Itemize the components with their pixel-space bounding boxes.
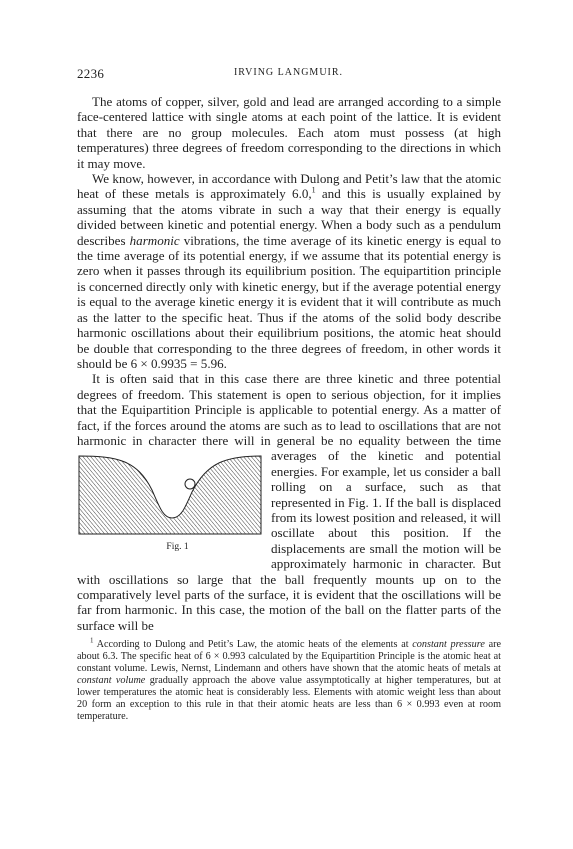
emphasis-constant-pressure: constant pressure bbox=[412, 639, 485, 651]
ball bbox=[185, 479, 195, 489]
figure-caption: Fig. 1 bbox=[166, 542, 189, 553]
page-header bbox=[77, 66, 500, 82]
footnote-text bbox=[77, 636, 501, 723]
footnote-1 bbox=[77, 636, 501, 723]
ball-surface-diagram bbox=[77, 450, 263, 538]
paragraph-1: The atoms of copper, silver, gold and lead are arranged according to a simple face-centered lattice with single atoms at each point of the lattice. It is evident that there are no group molecules. Each atom must possess (at high temperatures) three degrees of freedom corresponding to the directions in which it may move. bbox=[77, 94, 501, 171]
paragraph-3-text-b: and potential energies. For example, let us consider a ball rolling on a surface, such as that represented in Fig. 1. If the ball is displaced from its lowest position and released, it will oscillate about this position. If the displacements are small the motion will be approximately harmonic in character. But with oscillations so large that the ball frequently mounts up on to the comparatively level parts of the surface, it is evident that the oscillations will be far from harmonic. In this case, the motion of the ball on the flatter parts of the surface will be bbox=[77, 448, 501, 633]
emphasis-constant-volume: constant volume bbox=[77, 675, 146, 687]
footnote-text-a: According to Dulong and Petit’s Law, the atomic heats of the elements at bbox=[93, 639, 413, 651]
paragraph-3-text-a: It is often said that in this case there are three kinetic and three potential degrees of freedom. This statement is open to serious objection, for it implies that the Equipartition Principle is applicable to potential energy. As a matter of fact, if the forces around the atoms are such as to lead to oscillations that are not harmonic in character there will in general be no equality between the time averages of the kinetic bbox=[77, 371, 501, 464]
footnote-text-b: are about 6.3. The specific heat of 6 × 0.993 calculated by the Equipartition Principle is the atomic heat at constant volume. Lewis, Nernst, Lindemann and others have shown that the atomic heats of metals at bbox=[77, 639, 501, 675]
paragraph-2-text-a: We know, however, in accordance with Dulong and Petit’s law that the atomic heat of these metals is approximately 6.0, bbox=[77, 171, 501, 202]
emphasis-harmonic: harmonic bbox=[129, 232, 180, 248]
paragraph-2-text-b: and this is usually explained by assuming that the atoms vibrate in such a way that their energy is equally divided between kinetic and potential energy. When a body such as a pendulum describes bbox=[77, 186, 501, 248]
paragraph-2-text-c: vibrations, the time average of its kinetic energy is equal to the time average of its potential energy, if we assume that its potential energy is zero when it passes through its equilibrium position. The equipartition principle is concerned directly only with kinetic energy, but if the average potential energy is equal to the average kinetic energy it is evident that it will contribute as much as the latter to the specific heat. Thus if the atoms of the solid body describe harmonic oscillations about their equilibrium positions, the atomic heat should be double that corresponding to the three degrees of freedom, in other words it should be 6 × 0.9935 = 5.96. bbox=[77, 232, 501, 371]
footnote-ref-1[interactable]: 1 bbox=[311, 186, 316, 196]
page-number: 2236 bbox=[77, 66, 105, 81]
paragraph-3 bbox=[77, 371, 501, 633]
figure-1 bbox=[77, 450, 263, 561]
paragraph-2 bbox=[77, 171, 501, 371]
footnote-marker: 1 bbox=[90, 636, 94, 645]
surface-profile bbox=[79, 456, 261, 534]
running-head: IRVING LANGMUIR. bbox=[233, 67, 344, 78]
footnote-separator bbox=[77, 633, 501, 636]
article-body bbox=[77, 94, 501, 723]
footnote-text-c: gradually approach the above value assymptotically at higher temperatures, but at lower temperatures the atomic heat is considerably less. Elements with atomic weight less than about 20 form an exception to this rule in that their atomic heats are less than 6 × 0.993 even at room temperature. bbox=[77, 675, 501, 723]
